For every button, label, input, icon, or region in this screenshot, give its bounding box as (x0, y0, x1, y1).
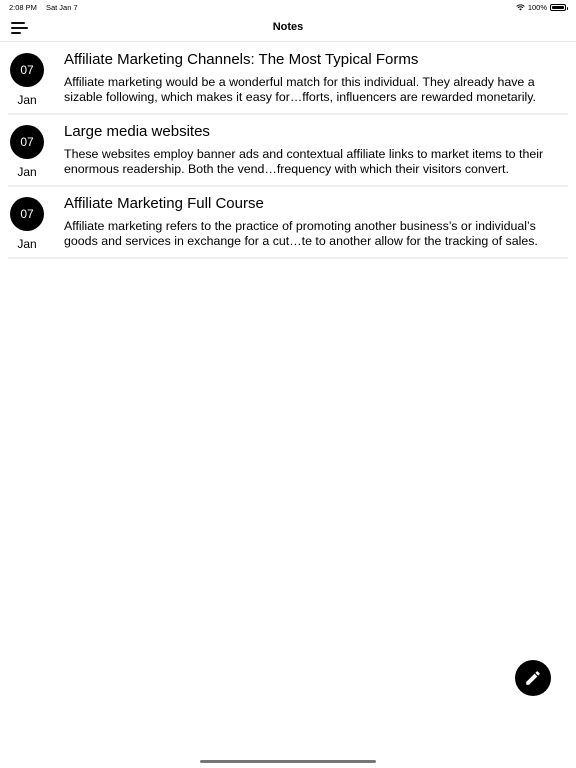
date-month: Jan (17, 237, 37, 251)
date-badge: 07 (10, 125, 44, 159)
date-month: Jan (17, 165, 37, 179)
navigation-bar (0, 14, 576, 42)
page-title: Notes (272, 21, 304, 33)
notes-list (8, 43, 568, 259)
battery-percent: 100% (527, 3, 547, 12)
note-title: Large media websites (64, 123, 210, 140)
battery-icon (550, 4, 566, 11)
note-title: Affiliate Marketing Channels: The Most Typical Forms (64, 51, 419, 68)
note-preview: These websites employ banner ads and contextual affiliate links to market items to their enormous readership. Both the vend…frequency with which their visitors convert. (64, 147, 544, 176)
date-badge: 07 (10, 53, 44, 87)
wifi-icon (516, 4, 525, 11)
pencil-icon (524, 669, 542, 687)
battery-fill (552, 6, 564, 9)
note-item[interactable] (8, 187, 568, 259)
note-preview: Affiliate marketing would be a wonderful match for this individual. They already have a sizable following, which makes it easy for…fforts, influencers are rewarded monetarily. (64, 75, 536, 104)
date-month: Jan (17, 93, 37, 107)
status-bar (0, 0, 576, 14)
note-preview: Affiliate marketing refers to the practice of promoting another business’s or individual’s goods and services in exchange for a cut…te to another allow for the tracking of sales. (64, 219, 538, 248)
home-indicator (200, 760, 376, 763)
status-time: 2:08 PM (9, 3, 37, 12)
new-note-button[interactable] (515, 660, 551, 696)
status-date: Sat Jan 7 (45, 3, 78, 12)
note-title: Affiliate Marketing Full Course (64, 195, 264, 212)
note-item[interactable] (8, 43, 568, 115)
status-right (516, 3, 566, 12)
note-item[interactable] (8, 115, 568, 187)
date-badge: 07 (10, 197, 44, 231)
status-left (9, 3, 78, 12)
